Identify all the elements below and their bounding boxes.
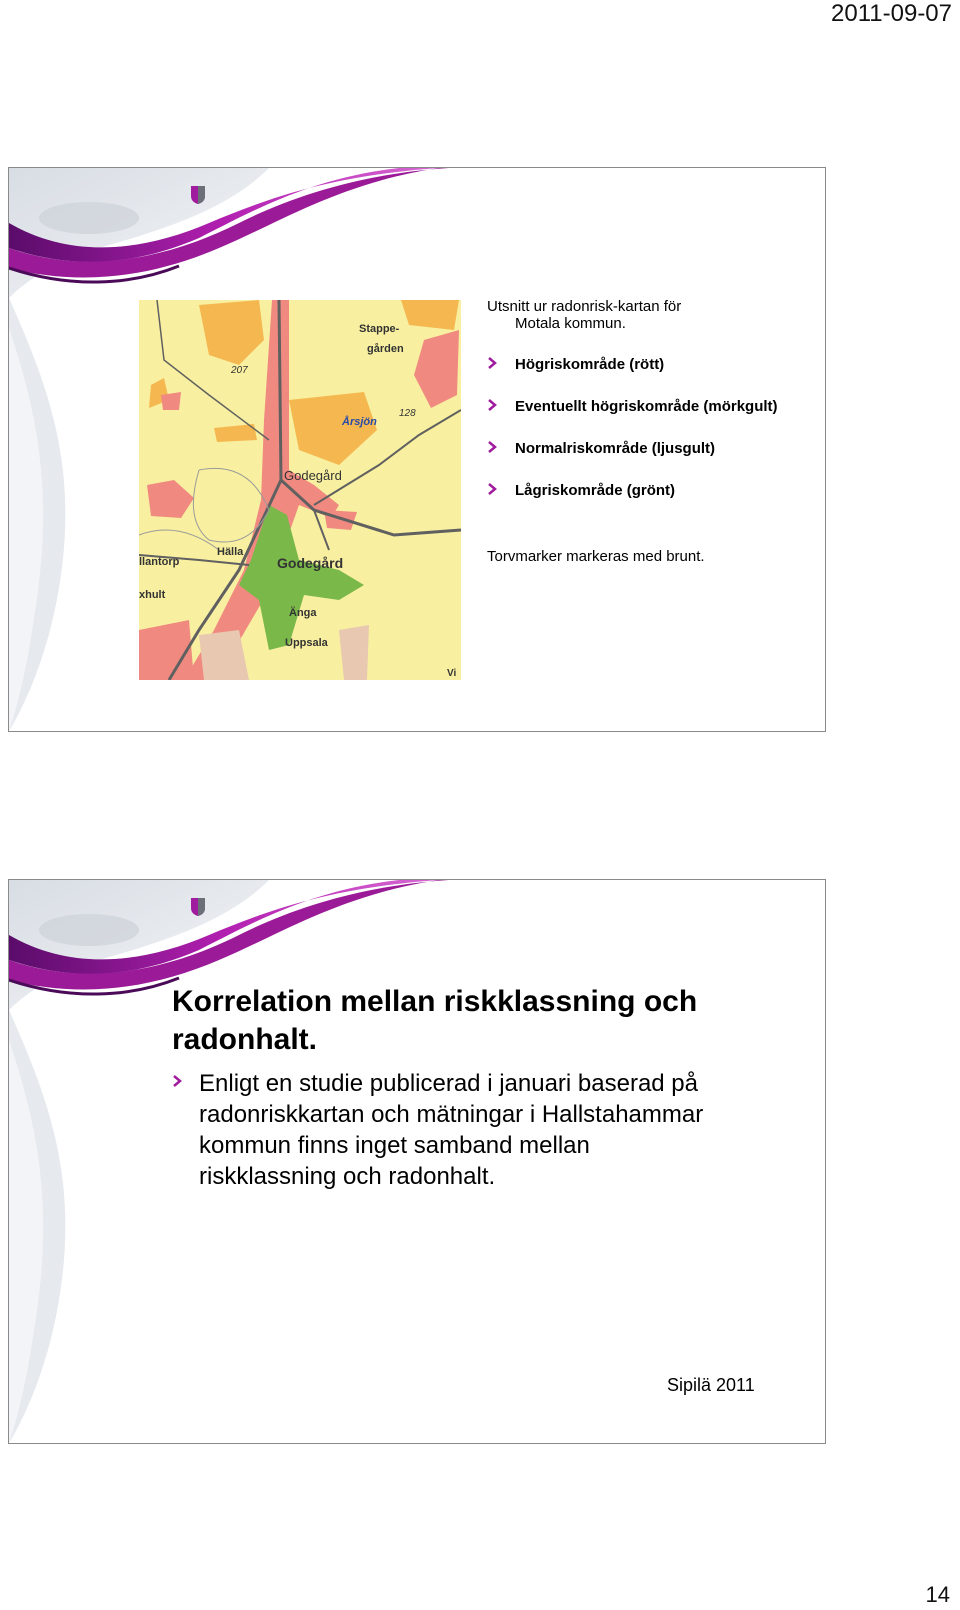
caption-line-1: Utsnitt ur radonrisk-kartan för	[487, 298, 682, 315]
bullet-arrow-icon	[487, 357, 497, 369]
slide-correlation	[8, 879, 826, 1444]
map-label-halla: Hälla	[217, 546, 244, 558]
legend-possible-high-risk: Eventuellt högriskområde (mörkgult)	[515, 398, 778, 415]
risk-legend-list	[487, 356, 807, 499]
bullet-arrow-icon	[487, 399, 497, 411]
logo-shield-icon	[191, 186, 205, 204]
bullet-line-2: radonriskkartan och mätningar i Hallstahammar	[199, 1101, 704, 1128]
study-bullet	[172, 1068, 772, 1192]
radon-risk-map	[139, 300, 461, 680]
map-label-vi: Vi	[447, 668, 457, 679]
peat-note: Torvmarker markeras med brunt.	[487, 548, 705, 565]
legend-low-risk: Lågriskområde (grönt)	[515, 482, 676, 499]
slide-map	[8, 167, 826, 732]
legend-high-risk: Högriskområde (rött)	[515, 356, 665, 373]
map-label-128: 128	[399, 408, 416, 419]
bullet-arrow-icon	[487, 441, 497, 453]
slide-title	[172, 983, 792, 1059]
map-label-stappe: Stappe-	[359, 323, 400, 335]
map-label-godegard-top: Godegård	[284, 468, 342, 483]
list-item	[487, 398, 807, 415]
list-item	[487, 482, 807, 499]
bullet-line-1: Enligt en studie publicerad i januari baserad på	[199, 1070, 698, 1097]
map-label-anga: Änga	[289, 607, 317, 619]
page-number: 14	[925, 1582, 950, 1607]
bullet-line-3: kommun finns inget samband mellan	[199, 1132, 590, 1159]
bullet-line-4: riskklassning och radonhalt.	[199, 1163, 496, 1190]
map-label-arsjon: Årsjön	[342, 416, 377, 428]
title-line-2: radonhalt.	[172, 1023, 318, 1056]
map-label-llantorp: llantorp	[139, 556, 180, 568]
map-label-godegard-main: Godegård	[277, 555, 344, 571]
bullet-arrow-icon	[487, 483, 497, 495]
map-label-garden: gården	[367, 343, 404, 355]
header-date: 2011-09-07	[831, 0, 952, 27]
source-credit: Sipilä 2011	[667, 1375, 755, 1395]
logo-shield-icon	[191, 898, 205, 916]
bullet-arrow-icon	[172, 1075, 182, 1087]
list-item	[487, 440, 807, 457]
title-line-1: Korrelation mellan riskklassning och	[172, 985, 698, 1018]
caption-line-2: Motala kommun.	[515, 315, 626, 332]
map-label-xhult: xhult	[139, 589, 166, 601]
map-caption	[487, 298, 807, 332]
map-label-uppsala: Uppsala	[285, 637, 328, 649]
list-item	[487, 356, 807, 373]
map-label-207: 207	[231, 365, 248, 376]
legend-normal-risk: Normalriskområde (ljusgult)	[515, 440, 716, 457]
